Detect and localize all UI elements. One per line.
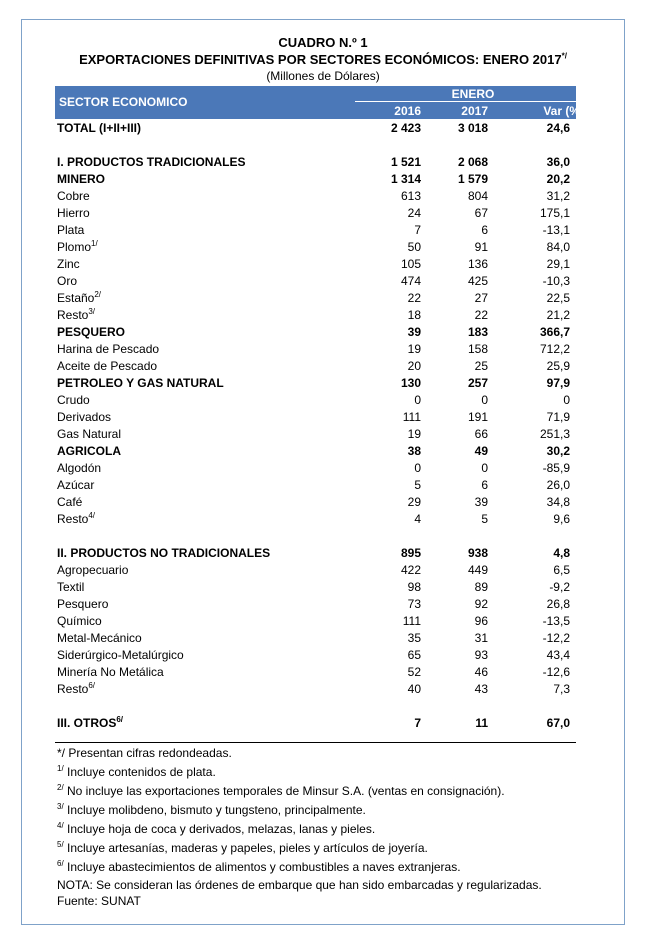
value-2017: 6 [481, 478, 488, 492]
header-period: ENERO [451, 87, 495, 101]
value-var: 26,8 [546, 597, 570, 611]
table-header [55, 86, 584, 119]
footnote-text: Incluye molibdeno, bismuto y tungsteno, principalmente. [63, 803, 366, 817]
value-2016: 2 423 [390, 121, 421, 135]
spacer-row [55, 137, 576, 154]
value-2016: 73 [407, 597, 421, 611]
footnote [57, 782, 617, 801]
value-var: 20,2 [546, 172, 570, 186]
row-label [57, 426, 121, 443]
row-label-text: PETROLEO Y GAS NATURAL [57, 376, 224, 390]
row-label [57, 460, 101, 477]
value-2016: 111 [402, 614, 421, 628]
row-label [57, 647, 184, 664]
row-label [57, 256, 80, 273]
table-row [55, 664, 576, 681]
value-var: 30,2 [546, 444, 570, 458]
value-2017: 5 [481, 512, 488, 526]
value-var: 25,9 [546, 359, 570, 373]
footnote-mark: 5/ [57, 840, 64, 849]
table-row [55, 545, 576, 562]
value-2016: 20 [407, 359, 421, 373]
value-2016: 40 [407, 682, 421, 696]
row-label [57, 375, 224, 392]
value-2016: 105 [400, 257, 421, 271]
footnotes [57, 744, 617, 909]
value-2016: 4 [414, 512, 421, 526]
table-row [55, 375, 576, 392]
value-2017: 22 [474, 308, 488, 322]
table-row [55, 579, 576, 596]
value-var: 0 [563, 393, 570, 407]
row-label [57, 307, 95, 324]
row-label-text: Estaño [57, 291, 95, 305]
value-var: 84,0 [546, 240, 570, 254]
row-label [57, 511, 95, 528]
value-var: 4,8 [553, 546, 570, 560]
value-2017: 25 [474, 359, 488, 373]
footnote-text: Incluye artesanías, maderas y papeles, pieles y artículos de joyería. [63, 841, 428, 855]
row-label [57, 341, 159, 358]
row-label-text: Plata [57, 223, 85, 237]
row-label-text: II. PRODUCTOS NO TRADICIONALES [57, 546, 271, 560]
row-label-text: Minería No Metálica [57, 665, 164, 679]
table-row [55, 443, 576, 460]
row-label-text: Aceite de Pescado [57, 359, 158, 373]
footnote [57, 893, 617, 909]
table-row [55, 239, 576, 256]
value-var: 43,4 [546, 648, 570, 662]
row-label-text: AGRICOLA [57, 444, 121, 458]
row-label-text: TOTAL (I+II+III) [57, 121, 142, 135]
row-label [57, 613, 102, 630]
value-2016: 1 314 [390, 172, 421, 186]
footnote-mark: 2/ [57, 783, 64, 792]
value-var: 21,2 [546, 308, 570, 322]
value-2017: 46 [474, 665, 488, 679]
row-label-text: Pesquero [57, 597, 109, 611]
row-label [57, 273, 77, 290]
footnote [57, 763, 617, 782]
value-var: 22,5 [546, 291, 570, 305]
value-2016: 474 [400, 274, 421, 288]
value-var: 6,5 [553, 563, 570, 577]
value-2016: 7 [414, 716, 421, 730]
value-2017: 136 [467, 257, 488, 271]
table-row [55, 392, 576, 409]
table-row [55, 562, 576, 579]
value-var: 366,7 [539, 325, 570, 339]
value-2017: 158 [467, 342, 488, 356]
value-2017: 191 [467, 410, 488, 424]
value-2017: 91 [474, 240, 488, 254]
value-2017: 0 [481, 461, 488, 475]
table-row [55, 256, 576, 273]
value-2017: 89 [474, 580, 488, 594]
table-units: (Millones de Dólares) [266, 69, 380, 83]
table-row [55, 494, 576, 511]
row-label [57, 205, 90, 222]
row-label [57, 664, 164, 681]
row-label-text: Siderúrgico-Metalúrgico [57, 648, 184, 662]
row-label [57, 188, 90, 205]
value-var: -9,2 [549, 580, 570, 594]
row-label-text: Gas Natural [57, 427, 122, 441]
value-2016: 98 [407, 580, 421, 594]
value-var: 97,9 [546, 376, 570, 390]
row-label [57, 715, 123, 732]
footnote-mark: 6/ [116, 715, 124, 724]
value-2016: 5 [414, 478, 421, 492]
value-var: 29,1 [546, 257, 570, 271]
value-2017: 39 [474, 495, 488, 509]
spacer-row [55, 528, 576, 545]
table-bottom-rule [55, 742, 576, 743]
value-2017: 96 [474, 614, 488, 628]
table-row [55, 307, 576, 324]
table-row [55, 358, 576, 375]
row-label-text: Hierro [57, 206, 90, 220]
value-2016: 111 [402, 410, 421, 424]
subtitle-footnote-mark: */ [561, 51, 567, 61]
footnote-text: Fuente: SUNAT [57, 894, 141, 908]
footnote [57, 839, 617, 858]
footnote [57, 858, 617, 877]
footnote-text: NOTA: Se consideran las órdenes de embarque que han sido embarcadas y regularizadas. [57, 878, 542, 892]
value-2017: 92 [474, 597, 488, 611]
value-var: -85,9 [542, 461, 570, 475]
table-row [55, 460, 576, 477]
row-label-text: III. OTROS [57, 716, 117, 730]
value-var: -13,1 [542, 223, 570, 237]
value-2016: 35 [407, 631, 421, 645]
value-2017: 183 [467, 325, 488, 339]
value-2017: 938 [467, 546, 488, 560]
value-2016: 130 [400, 376, 421, 390]
table-row [55, 290, 576, 307]
row-label [57, 630, 142, 647]
value-2016: 52 [407, 665, 421, 679]
footnote-mark: 3/ [88, 307, 96, 316]
row-label [57, 324, 125, 341]
value-2017: 3 018 [457, 121, 488, 135]
footnote-mark: 4/ [88, 511, 96, 520]
row-label-text: Zinc [57, 257, 80, 271]
table-row [55, 341, 576, 358]
table-body [55, 120, 576, 732]
table-row [55, 613, 576, 630]
value-2017: 31 [474, 631, 488, 645]
row-label [57, 154, 245, 171]
value-var: 24,6 [546, 121, 570, 135]
footnote-mark: 6/ [57, 859, 64, 868]
row-label [57, 681, 95, 698]
row-label-text: Químico [57, 614, 102, 628]
footnote [57, 877, 617, 893]
value-2017: 257 [467, 376, 488, 390]
value-2017: 11 [475, 716, 488, 730]
value-2017: 804 [467, 189, 488, 203]
table-row [55, 120, 576, 137]
row-label-text: Derivados [57, 410, 112, 424]
value-var: 31,2 [546, 189, 570, 203]
subtitle-text: EXPORTACIONES DEFINITIVAS POR SECTORES ECONÓMICOS: ENERO 2017 [79, 52, 562, 67]
value-var: -13,5 [542, 614, 570, 628]
value-2016: 50 [407, 240, 421, 254]
row-label [57, 596, 108, 613]
value-2017: 67 [474, 206, 488, 220]
table-subtitle [0, 52, 646, 67]
table-row [55, 409, 576, 426]
value-var: -10,3 [542, 274, 570, 288]
value-var: 175,1 [539, 206, 570, 220]
table-row [55, 205, 576, 222]
table-row [55, 511, 576, 528]
value-2016: 38 [407, 444, 421, 458]
row-label-text: Harina de Pescado [57, 342, 160, 356]
row-label-text: Cobre [57, 189, 90, 203]
value-2017: 66 [474, 427, 488, 441]
row-label-text: Resto [57, 512, 89, 526]
header-col-var: Var (%) [543, 104, 584, 118]
table-row [55, 188, 576, 205]
footnote-text: Incluye abastecimientos de alimentos y combustibles a naves extranjeras. [63, 860, 461, 874]
row-label-text: Plomo [57, 240, 92, 254]
footnote [57, 744, 617, 763]
header-divider [355, 101, 591, 102]
value-2016: 24 [407, 206, 421, 220]
value-var: 26,0 [546, 478, 570, 492]
value-var: 712,2 [539, 342, 570, 356]
table-row [55, 324, 576, 341]
row-label-text: Agropecuario [57, 563, 129, 577]
row-label-text: PESQUERO [57, 325, 126, 339]
row-label [57, 290, 101, 307]
value-var: 67,0 [546, 716, 570, 730]
value-var: 251,3 [539, 427, 570, 441]
footnote-text: No incluye las exportaciones temporales de Minsur S.A. (ventas en consignación). [63, 784, 505, 798]
value-var: 34,8 [546, 495, 570, 509]
row-label-text: Resto [57, 682, 89, 696]
value-2017: 1 579 [457, 172, 488, 186]
table-row [55, 715, 576, 732]
value-2017: 2 068 [457, 155, 488, 169]
row-label [57, 120, 141, 137]
footnote-mark: 3/ [57, 802, 64, 811]
table-row [55, 647, 576, 664]
row-label [57, 171, 105, 188]
value-2016: 7 [414, 223, 421, 237]
value-var: 9,6 [553, 512, 570, 526]
row-label-text: I. PRODUCTOS TRADICIONALES [57, 155, 246, 169]
row-label [57, 409, 111, 426]
value-2017: 49 [474, 444, 488, 458]
value-2017: 27 [474, 291, 488, 305]
footnote-text: */ Presentan cifras redondeadas. [57, 746, 232, 760]
row-label-text: Crudo [57, 393, 90, 407]
header-col-2016: 2016 [394, 104, 421, 118]
row-label [57, 494, 82, 511]
table-row [55, 426, 576, 443]
value-2016: 895 [400, 546, 421, 560]
value-2016: 22 [407, 291, 421, 305]
value-2016: 0 [414, 393, 421, 407]
value-2016: 613 [400, 189, 421, 203]
row-label-text: Oro [57, 274, 78, 288]
spacer-row [55, 698, 576, 715]
footnote-mark: 2/ [94, 290, 102, 299]
row-label-text: Café [57, 495, 83, 509]
value-2017: 93 [474, 648, 488, 662]
table-row [55, 154, 576, 171]
row-label [57, 545, 270, 562]
value-2016: 65 [407, 648, 421, 662]
footnote-mark: 1/ [91, 239, 98, 248]
row-label [57, 443, 121, 460]
row-label-text: Resto [57, 308, 89, 322]
value-2017: 449 [467, 563, 488, 577]
table-row [55, 681, 576, 698]
table-row [55, 630, 576, 647]
row-label [57, 579, 84, 596]
row-label-text: Textil [57, 580, 85, 594]
value-2017: 0 [481, 393, 488, 407]
footnote [57, 820, 617, 839]
table-row [55, 477, 576, 494]
footnote-mark: 4/ [57, 821, 64, 830]
footnote-mark: 1/ [57, 764, 64, 773]
header-col-2017: 2017 [461, 104, 488, 118]
row-label [57, 392, 90, 409]
value-2016: 29 [407, 495, 421, 509]
footnote-mark: 6/ [88, 681, 96, 690]
value-var: -12,6 [542, 665, 570, 679]
value-2017: 425 [467, 274, 488, 288]
row-label [57, 477, 94, 494]
table-row [55, 273, 576, 290]
table-title: CUADRO N.º 1 [278, 35, 368, 50]
value-2016: 19 [407, 342, 421, 356]
value-var: 71,9 [546, 410, 570, 424]
row-label-text: Algodón [57, 461, 102, 475]
value-2016: 39 [407, 325, 421, 339]
header-sector: SECTOR ECONOMICO [59, 95, 188, 109]
value-var: 7,3 [553, 682, 570, 696]
value-2016: 18 [407, 308, 421, 322]
row-label-text: Azúcar [57, 478, 95, 492]
footnote-text: Incluye contenidos de plata. [63, 765, 216, 779]
value-2017: 6 [481, 223, 488, 237]
table-row [55, 171, 576, 188]
value-var: -12,2 [542, 631, 570, 645]
row-label-text: Metal-Mecánico [57, 631, 142, 645]
row-label [57, 222, 84, 239]
value-2016: 0 [414, 461, 421, 475]
row-label-text: MINERO [57, 172, 105, 186]
table-row [55, 596, 576, 613]
footnote [57, 801, 617, 820]
table-row [55, 222, 576, 239]
value-2016: 422 [400, 563, 421, 577]
row-label [57, 239, 98, 256]
value-2016: 1 521 [390, 155, 421, 169]
value-2017: 43 [474, 682, 488, 696]
row-label [57, 358, 157, 375]
value-var: 36,0 [546, 155, 570, 169]
value-2016: 19 [407, 427, 421, 441]
row-label [57, 562, 128, 579]
footnote-text: Incluye hoja de coca y derivados, melazas, lanas y pieles. [63, 822, 376, 836]
